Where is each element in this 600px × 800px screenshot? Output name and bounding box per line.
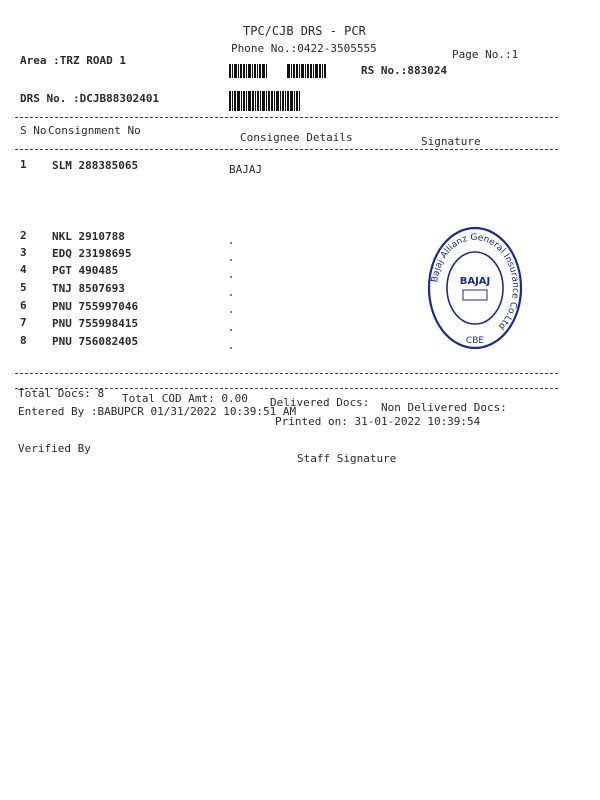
row-consignment: NKL 2910788 — [52, 230, 125, 243]
consignee-dot — [230, 294, 232, 296]
consignee-dot — [230, 311, 232, 313]
col-header-sno: S No — [20, 124, 47, 137]
delivered-docs: Delivered Docs: — [270, 396, 370, 409]
consignee-dot — [230, 242, 232, 244]
footer-divider-1 — [15, 373, 558, 374]
header-divider — [15, 117, 558, 118]
row-consignee: BAJAJ — [229, 163, 263, 176]
consignee-dot — [230, 276, 232, 278]
printed-on: Printed on: 31-01-2022 10:39:54 — [275, 415, 481, 428]
col-header-consignee: Consignee Details — [240, 131, 353, 144]
area-label: Area :TRZ ROAD 1 — [20, 54, 126, 67]
row-consignment: PNU 756082405 — [52, 335, 139, 348]
row-consignment: SLM 288385065 — [52, 159, 139, 172]
row-consignment: PGT 490485 — [52, 264, 119, 277]
row-consignment: TNJ 8507693 — [52, 282, 125, 295]
col-header-signature: Signature — [421, 135, 481, 148]
row-sno: 8 — [20, 334, 27, 347]
col-header-consignment: Consignment No — [48, 124, 141, 137]
row-sno: 2 — [20, 229, 27, 242]
column-divider — [15, 149, 558, 150]
row-sno: 7 — [20, 316, 27, 329]
consignee-dot — [230, 347, 232, 349]
phone-number: Phone No.:0422-3505555 — [231, 42, 377, 55]
row-consignment: PNU 755997046 — [52, 300, 139, 313]
svg-text:Bajaj Allianz General Insuranc: Bajaj Allianz General Insurance Co.Ltd — [430, 232, 521, 332]
rs-number: RS No.:883024 — [361, 64, 448, 77]
row-consignment: EDQ 23198695 — [52, 247, 132, 260]
row-sno: 4 — [20, 263, 27, 276]
staff-signature-label: Staff Signature — [297, 452, 397, 465]
stamp-center-text: BAJAJ — [459, 276, 491, 287]
row-consignment: PNU 755998415 — [52, 317, 139, 330]
row-sno: 6 — [20, 299, 27, 312]
row-sno: 3 — [20, 246, 27, 259]
non-delivered-docs: Non Delivered Docs: — [381, 401, 507, 414]
drs-barcode — [229, 91, 301, 111]
row-sno: 1 — [20, 158, 27, 171]
page-number: Page No.:1 — [452, 48, 519, 61]
stamp-bottom-text: CBE — [465, 336, 485, 346]
barcode-short-2 — [287, 64, 327, 78]
entered-by: Entered By :BABUPCR 01/31/2022 10:39:51 AM — [18, 405, 297, 418]
row-sno: 5 — [20, 281, 27, 294]
barcode-short-1 — [229, 64, 268, 78]
drs-number: DRS No. :DCJB88302401 — [20, 92, 160, 105]
total-cod-amount: Total COD Amt: 0.00 — [122, 392, 248, 405]
total-docs: Total Docs: 8 — [18, 387, 105, 400]
consignee-dot — [230, 259, 232, 261]
document-title: TPC/CJB DRS - PCR — [243, 24, 366, 38]
consignee-dot — [230, 329, 232, 331]
verified-by-label: Verified By — [18, 442, 91, 455]
company-seal-stamp — [425, 210, 525, 366]
